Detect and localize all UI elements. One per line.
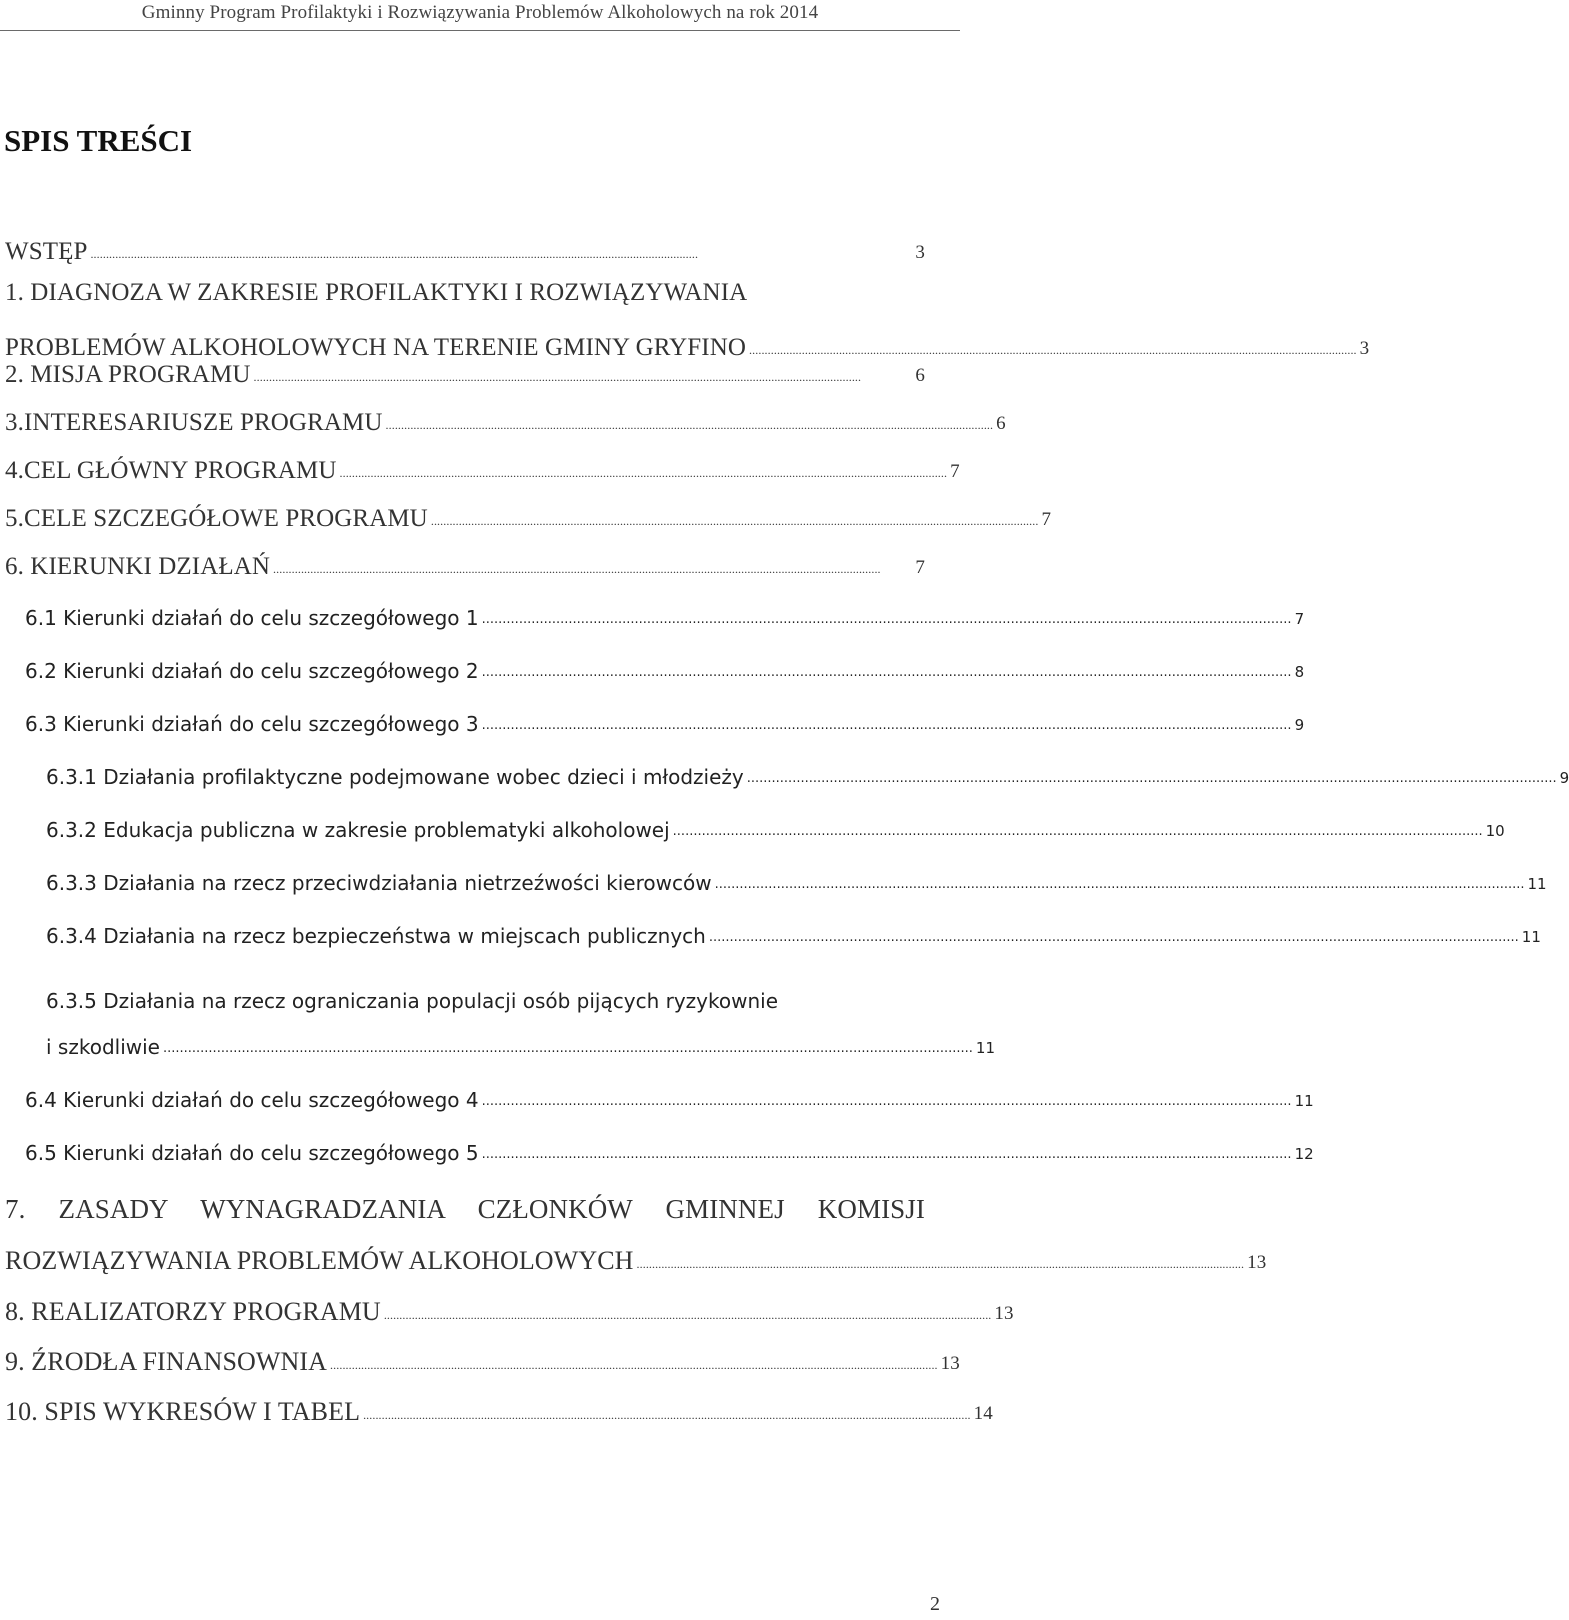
- toc-entry-ch6-3-4[interactable]: [46, 908, 1541, 948]
- toc-page-number: 13: [994, 1303, 1014, 1324]
- toc-entry-ch6-3-1[interactable]: [46, 749, 1569, 789]
- toc-entry-ch7-line1[interactable]: 7. ZASADY WYNAGRADZANIA CZŁONKÓW GMINNEJ KOMISJI: [5, 1194, 925, 1224]
- toc-entry-text: 8. REALIZATORZY PROGRAMU: [5, 1297, 381, 1326]
- toc-entry-ch5[interactable]: [5, 493, 1052, 533]
- toc-page-number: 6: [996, 413, 1006, 434]
- toc-page-number: 10: [1485, 822, 1505, 840]
- toc-page-number: 11: [1521, 928, 1541, 946]
- toc-entry-ch6-3-2[interactable]: [46, 802, 1505, 842]
- toc-entry-text: 3.INTERESARIUSZE PROGRAMU: [5, 409, 383, 436]
- dot-leader: ....................................................................................................................................................................................................: [330, 1358, 938, 1372]
- toc-entry-ch6-1[interactable]: [25, 590, 1305, 630]
- toc-entry-ch1-line1[interactable]: 1. DIAGNOZA W ZAKRESIE PROFILAKTYKI I ROZWIĄZYWANIA: [5, 279, 748, 306]
- toc-page-number: 13: [940, 1353, 960, 1374]
- toc-entry-ch10[interactable]: [5, 1387, 993, 1427]
- dot-leader: ....................................................................................................................................................................................................: [708, 930, 1519, 945]
- dot-leader: ....................................................................................................................................................................................................: [672, 824, 1483, 839]
- toc-entry-text: 6. KIERUNKI DZIAŁAŃ: [5, 553, 271, 580]
- toc-entry-text: ROZWIĄZYWANIA PROBLEMÓW ALKOHOLOWYCH: [5, 1246, 634, 1275]
- toc-page-number: 11: [1527, 875, 1547, 893]
- toc-entry-ch6-3-5-line1[interactable]: 6.3.5 Działania na rzecz ograniczania populacji osób pijących ryzykownie: [46, 989, 778, 1013]
- toc-entry-ch3[interactable]: [5, 397, 1006, 437]
- dot-leader: ....................................................................................................................................................................................................: [363, 1408, 971, 1422]
- toc-page-number: 9: [1294, 716, 1305, 734]
- running-header: Gminny Program Profilaktyki i Rozwiązywania Problemów Alkoholowych na rok 2014: [0, 0, 960, 31]
- dot-leader: ....................................................................................................................................................................................................: [273, 562, 881, 576]
- toc-entry-ch6-4[interactable]: [25, 1072, 1314, 1112]
- toc-entry-text: 9. ŹRODŁA FINANSOWNIA: [5, 1347, 328, 1376]
- dot-leader: ....................................................................................................................................................................................................: [162, 1041, 973, 1056]
- toc-entry-ch6[interactable]: [5, 541, 925, 581]
- dot-leader: ....................................................................................................................................................................................................: [746, 771, 1557, 786]
- dot-leader: ....................................................................................................................................................................................................: [481, 665, 1292, 680]
- dot-leader: ....................................................................................................................................................................................................: [481, 1147, 1292, 1162]
- toc-entry-ch6-3[interactable]: [25, 696, 1305, 736]
- toc-entry-ch6-3-5[interactable]: [46, 1019, 995, 1059]
- dot-leader: ....................................................................................................................................................................................................: [481, 718, 1292, 733]
- toc-page-number: 11: [1294, 1092, 1314, 1110]
- toc-entry-text: 6.2 Kierunki działań do celu szczegółowego 2: [25, 659, 479, 683]
- toc-page-number: 12: [1294, 1145, 1314, 1163]
- toc-entry-ch4[interactable]: [5, 445, 960, 485]
- toc-entry-ch9[interactable]: [5, 1337, 960, 1377]
- toc-entry-text: 2. MISJA PROGRAMU: [5, 361, 251, 388]
- toc-entry-text: 6.4 Kierunki działań do celu szczegółowego 4: [25, 1088, 479, 1112]
- dot-leader: ....................................................................................................................................................................................................: [481, 612, 1292, 627]
- page-number: 2: [930, 1593, 940, 1615]
- dot-leader: ....................................................................................................................................................................................................: [430, 514, 1039, 528]
- dot-leader: ....................................................................................................................................................................................................: [749, 343, 1357, 357]
- toc-entry-text: 10. SPIS WYKRESÓW I TABEL: [5, 1397, 361, 1426]
- dot-leader: ....................................................................................................................................................................................................: [253, 370, 862, 384]
- toc-page-number: 7: [915, 557, 925, 578]
- toc-entry-ch2[interactable]: [5, 349, 925, 389]
- toc-page-number: 7: [1294, 610, 1305, 628]
- toc-page-number: 9: [1559, 769, 1569, 787]
- toc-entry-ch7[interactable]: [5, 1236, 1267, 1276]
- toc-page-number: 7: [1041, 509, 1052, 530]
- toc-entry-text: i szkodliwie: [46, 1035, 160, 1059]
- toc-entry-ch6-2[interactable]: [25, 643, 1305, 683]
- dot-leader: ....................................................................................................................................................................................................: [339, 466, 948, 480]
- toc-entry-text: 6.3.3 Działania na rzecz przeciwdziałania nietrzeźwości kierowców: [46, 871, 712, 895]
- dot-leader: ....................................................................................................................................................................................................: [481, 1094, 1292, 1109]
- toc-entry-text: 6.1 Kierunki działań do celu szczegółowego 1: [25, 606, 479, 630]
- toc-page-number: 6: [915, 365, 925, 386]
- toc-entry-ch6-3-3[interactable]: [46, 855, 1547, 895]
- toc-page-number: 14: [973, 1403, 993, 1424]
- page-title: SPIS TREŚCI: [4, 123, 193, 158]
- dot-leader: ....................................................................................................................................................................................................: [714, 877, 1525, 892]
- toc-entry-text: 4.CEL GŁÓWNY PROGRAMU: [5, 457, 337, 484]
- dot-leader: ....................................................................................................................................................................................................: [90, 247, 699, 261]
- toc-entry-text: 6.3.1 Działania profilaktyczne podejmowane wobec dzieci i młodzieży: [46, 765, 744, 789]
- toc-entry-text: WSTĘP: [5, 238, 88, 265]
- toc-page-number: 7: [950, 461, 960, 482]
- toc-page-number: 8: [1294, 663, 1305, 681]
- toc-entry-text: 6.5 Kierunki działań do celu szczegółowego 5: [25, 1141, 479, 1165]
- toc-entry-text: PROBLEMÓW ALKOHOLOWYCH NA TERENIE GMINY GRYFINO: [5, 334, 747, 361]
- dot-leader: ....................................................................................................................................................................................................: [385, 418, 994, 432]
- toc-entry-wstep[interactable]: [5, 226, 925, 266]
- toc-entry-text: 6.3 Kierunki działań do celu szczegółowego 3: [25, 712, 479, 736]
- toc-page-number: 11: [975, 1039, 995, 1057]
- toc-entry-text: 6.3.2 Edukacja publiczna w zakresie problematyki alkoholowej: [46, 818, 670, 842]
- dot-leader: ....................................................................................................................................................................................................: [636, 1257, 1245, 1271]
- dot-leader: ....................................................................................................................................................................................................: [383, 1308, 992, 1322]
- toc-entry-ch8[interactable]: [5, 1287, 1014, 1327]
- toc-entry-ch6-5[interactable]: [25, 1125, 1314, 1165]
- toc-entry-text: 6.3.4 Działania na rzecz bezpieczeństwa w miejscach publicznych: [46, 924, 706, 948]
- toc-page-number: 3: [1359, 338, 1370, 359]
- toc-page-number: 13: [1247, 1252, 1267, 1273]
- toc-entry-text: 5.CELE SZCZEGÓŁOWE PROGRAMU: [5, 505, 428, 532]
- toc-page-number: 3: [915, 242, 925, 263]
